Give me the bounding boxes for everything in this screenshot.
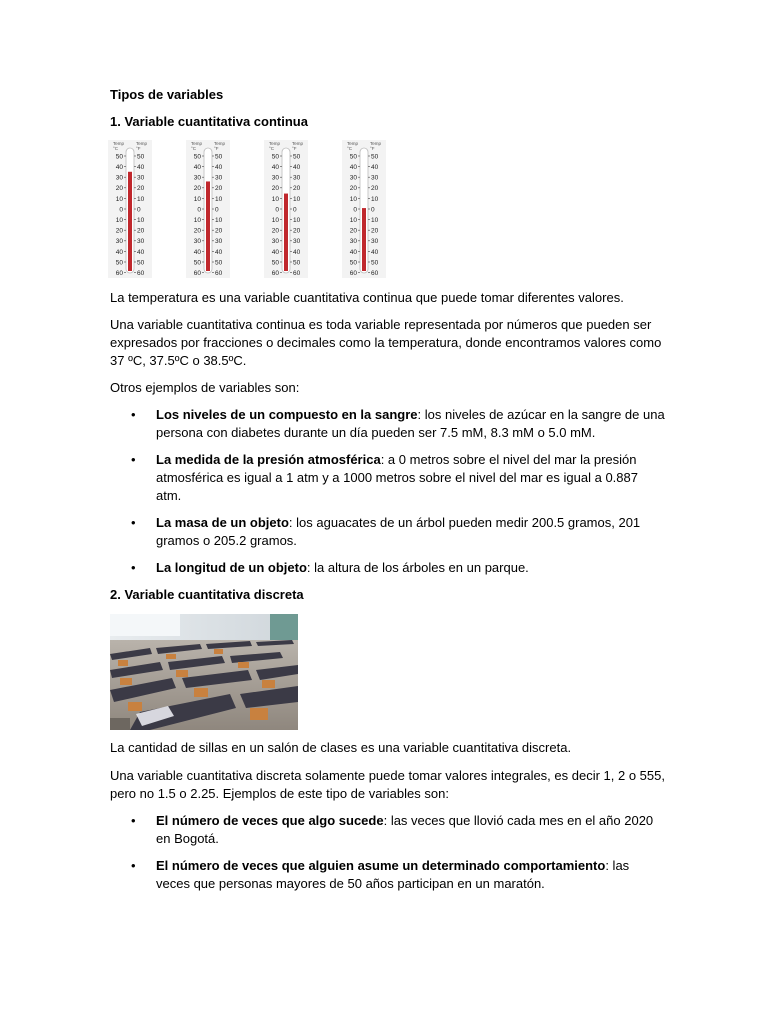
scale-label-left: 60 [349,270,357,277]
list-item [156,559,666,577]
thermometers-image [108,140,388,280]
scale-label-right: 50 [371,259,379,267]
thermometer-mercury [284,194,288,271]
scale-label-left: 60 [115,270,123,277]
scale-label-left: 10 [271,217,279,224]
scale-label-right: 30 [215,238,223,246]
scale-label-left: 40 [349,248,357,256]
scale-label-left: 50 [349,153,357,161]
bullet-marker: • [131,407,136,422]
scale-label-left: 10 [193,195,201,203]
scale-label-right: 50 [215,153,223,161]
thermometer-header: °F [136,146,141,151]
scale-label-left: 20 [349,227,357,235]
scale-label-right: 10 [137,195,145,203]
scale-label-left: 50 [271,153,279,161]
scale-label-right: 20 [215,227,223,235]
list-item [156,514,666,550]
examples-intro: Otros ejemplos de variables son: [110,380,300,395]
scale-label-left: 60 [193,270,201,277]
scale-label-left: 40 [193,248,201,256]
scale-label-right: 30 [371,174,379,182]
scale-label-right: 30 [137,174,145,182]
scale-label-right: 20 [293,227,301,235]
list-item-text: : las veces que personas mayores de 50 años participan en un maratón. [156,858,630,891]
scale-label-right: 10 [137,217,145,224]
list-item-term: El número de veces que algo sucede [156,813,384,828]
list-item-text: : la altura de los árboles en un parque. [306,560,529,575]
scale-label-right: 20 [137,185,145,193]
scale-label-left: 0 [353,206,357,214]
scale-label-left: 50 [349,259,357,267]
scale-label-left: 20 [271,185,279,193]
list-item-text: : las veces que llovió cada mes en el año 2020 en Bogotá. [156,813,654,846]
scale-label-right: 0 [137,206,141,214]
scale-label-right: 30 [371,238,379,246]
scale-label-right: 30 [137,238,145,246]
section-1-caption: La temperatura es una variable cuantitativa continua que puede tomar diferentes valores. [110,290,624,305]
list-item [156,451,666,505]
list-item-text: : los aguacates de un árbol pueden medir 200.5 gramos, 201 gramos o 205.2 gramos. [156,515,641,548]
scale-label-left: 30 [115,238,123,246]
thermometer-header: °F [370,146,375,151]
scale-label-left: 50 [115,259,123,267]
scale-label-right: 10 [215,195,223,203]
scale-label-left: 20 [349,185,357,193]
scale-label-left: 40 [271,164,279,171]
scale-label-left: 50 [115,153,123,161]
section-2-caption: La cantidad de sillas en un salón de clases es una variable cuantitativa discreta. [110,740,572,755]
scale-label-right: 40 [371,248,379,256]
thermometer-svg [108,140,152,278]
scale-label-left: 30 [271,174,279,182]
scale-label-left: 10 [115,217,123,224]
section-1-heading: 1. Variable cuantitativa continua [110,114,308,129]
thermometer-mercury [206,181,210,271]
thermometer-header: Temp [113,141,125,146]
scale-label-left: 30 [193,174,201,182]
scale-label-right: 20 [215,185,223,193]
scale-label-left: 50 [193,153,201,161]
scale-label-left: 40 [271,248,279,256]
scale-label-right: 40 [293,164,301,171]
scale-label-right: 40 [371,164,379,171]
scale-label-right: 0 [293,206,297,214]
thermometer-header: Temp [214,141,226,146]
bullet-marker: • [131,515,136,530]
thermometer-header: Temp [191,141,203,146]
scale-label-left: 0 [119,206,123,214]
thermometer-header: °C [269,146,275,151]
scale-label-left: 20 [271,227,279,235]
scale-label-left: 30 [115,174,123,182]
thermometer-header: Temp [370,141,382,146]
bullet-marker: • [131,560,136,575]
scale-label-right: 50 [293,259,301,267]
scale-label-right: 50 [371,153,379,161]
thermometer-header: Temp [269,141,281,146]
thermometer-header: °C [191,146,197,151]
thermometer-header: Temp [347,141,359,146]
section-2-heading: 2. Variable cuantitativa discreta [110,587,304,602]
list-item-text: : a 0 metros sobre el nivel del mar la presión atmosférica es igual a 1 atm y a 1000 metros sobre el nivel del mar es igual a 0.887 atm. [156,452,638,503]
scale-label-right: 40 [137,164,145,171]
scale-label-left: 50 [193,259,201,267]
scale-label-left: 20 [115,227,123,235]
scale-label-left: 10 [349,217,357,224]
list-item-term: Los niveles de un compuesto en la sangre [156,407,418,422]
scale-label-right: 60 [215,270,223,277]
scale-label-left: 30 [193,238,201,246]
scale-label-right: 50 [293,153,301,161]
thermometer-2 [186,140,230,278]
scale-label-left: 60 [271,270,279,277]
thermometer-header: °F [292,146,297,151]
scale-label-right: 20 [371,227,379,235]
thermometer-header: Temp [292,141,304,146]
classroom-photo [110,614,298,730]
list-item [156,857,666,893]
scale-label-left: 0 [275,206,279,214]
scale-label-right: 30 [293,174,301,182]
list-item-term: El número de veces que alguien asume un determinado comportamiento [156,858,606,873]
scale-label-right: 60 [137,270,145,277]
scale-label-left: 30 [271,238,279,246]
scale-label-right: 10 [293,195,301,203]
thermometer-mercury [128,172,132,271]
list-item [156,406,666,442]
scale-label-right: 30 [215,174,223,182]
scale-label-left: 10 [193,217,201,224]
scale-label-right: 0 [371,206,375,214]
scale-label-left: 30 [349,174,357,182]
bullet-marker: • [131,813,136,828]
scale-label-left: 40 [115,164,123,171]
document-title: Tipos de variables [110,87,224,102]
scale-label-right: 10 [293,217,301,224]
scale-label-right: 40 [137,248,145,256]
scale-label-left: 10 [349,195,357,203]
scale-label-left: 40 [349,164,357,171]
scale-label-right: 0 [215,206,219,214]
scale-label-right: 40 [215,164,223,171]
scale-label-left: 40 [115,248,123,256]
classroom-image [110,614,298,730]
scale-label-right: 50 [137,153,145,161]
scale-label-left: 40 [193,164,201,171]
thermometer-svg [186,140,230,278]
scale-label-right: 50 [215,259,223,267]
scale-label-right: 30 [293,238,301,246]
section-2-paragraph: Una variable cuantitativa discreta solamente puede tomar valores integrales, es decir 1, 2 o 555, pero no 1.5 o 2.25. Ejemplos de este tipo de variables son: [110,768,665,801]
scale-label-right: 40 [215,248,223,256]
thermometer-header: °C [347,146,353,151]
list-item-term: La masa de un objeto [156,515,289,530]
scale-label-left: 10 [115,195,123,203]
scale-label-right: 40 [293,248,301,256]
thermometer-header: °F [214,146,219,151]
scale-label-right: 10 [215,217,223,224]
scale-label-right: 10 [371,195,379,203]
bullet-marker: • [131,858,136,873]
bullet-marker: • [131,452,136,467]
thermometer-svg [264,140,308,278]
scale-label-left: 30 [349,238,357,246]
list-item-text: : los niveles de azúcar en la sangre de una persona con diabetes durante un día pueden ser 7.5 mM, 8.3 mM o 5.0 mM. [156,407,665,440]
thermometer-4 [342,140,386,278]
list-item [156,812,666,848]
scale-label-left: 20 [193,227,201,235]
scale-label-left: 10 [271,195,279,203]
scale-label-right: 20 [371,185,379,193]
scale-label-left: 20 [115,185,123,193]
scale-label-right: 60 [371,270,379,277]
scale-label-right: 20 [293,185,301,193]
thermometer-header: Temp [136,141,148,146]
thermometer-svg [342,140,386,278]
scale-label-left: 50 [271,259,279,267]
list-item-term: La medida de la presión atmosférica [156,452,381,467]
thermometer-header: °C [113,146,119,151]
scale-label-left: 0 [197,206,201,214]
scale-label-left: 20 [193,185,201,193]
scale-label-right: 60 [293,270,301,277]
thermometer-mercury [362,208,366,271]
list-item-term: La longitud de un objeto [156,560,307,575]
scale-label-right: 10 [371,217,379,224]
scale-label-right: 50 [137,259,145,267]
section-1-paragraph: Una variable cuantitativa continua es toda variable representada por números que pueden ser expresados por fracciones o decimales como la temperatura, donde encontramos valores como 37 ºC, 37.5ºC o 38.5ºC. [110,317,662,368]
scale-label-right: 20 [137,227,145,235]
thermometer-1 [108,140,152,278]
thermometer-3 [264,140,308,278]
